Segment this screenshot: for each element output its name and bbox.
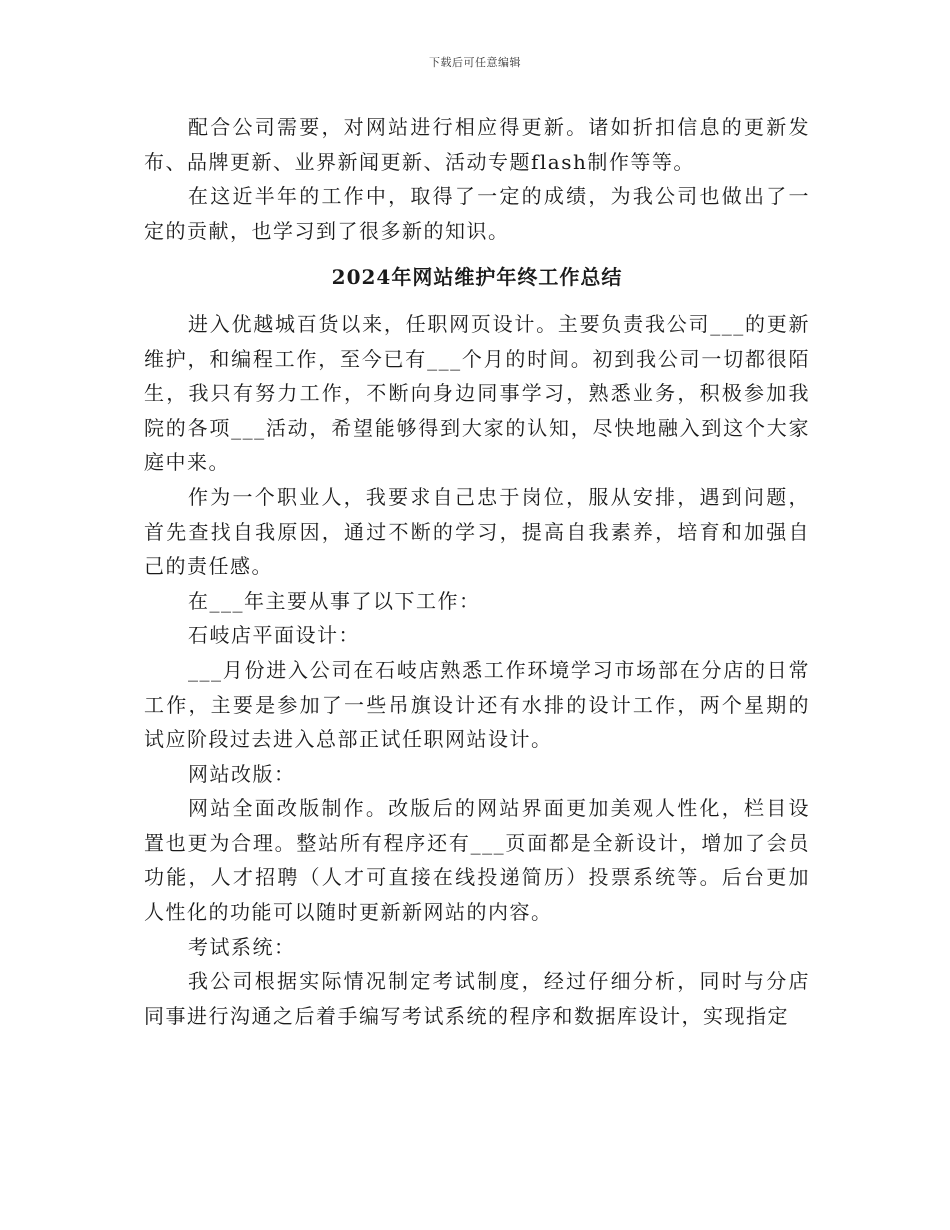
header-note: 下载后可任意编辑 (429, 56, 521, 69)
subheading: 考试系统： (188, 934, 296, 959)
paragraph: 我公司根据实际情况制定考试制度，经过仔细分析，同时与分店同事进行沟通之后着手编写考试系统的程序和数据库设计，实现指定 (144, 969, 810, 1028)
paragraph: 网站全面改版制作。改版后的网站界面更加美观人性化，栏目设置也更为合理。整站所有程序还有___页面都是全新设计，增加了会员功能，人才招聘（人才可直接在线投递简历）投票系统等。后台更加人性化的功能可以随时更新新网站的内容。 (144, 796, 810, 925)
paragraph: 配合公司需要，对网站进行相应得更新。诸如折扣信息的更新发布、品牌更新、业界新闻更新、活动专题flash制作等等。 (144, 115, 810, 174)
subheading: 石岐店平面设计： (188, 623, 360, 648)
paragraph: 进入优越城百货以来，任职网页设计。主要负责我公司___的更新维护，和编程工作，至今已有___个月的时间。初到我公司一切都很陌生，我只有努力工作，不断向身边同事学习，熟悉业务，积极参加我院的各项___活动，希望能够得到大家的认知，尽快地融入到这个大家庭中来。 (144, 311, 810, 475)
paragraph: 作为一个职业人，我要求自己忠于岗位，服从安排，遇到问题，首先查找自我原因，通过不断的学习，提高自我素养，培育和加强自己的责任感。 (144, 484, 810, 579)
paragraph: ___月份进入公司在石岐店熟悉工作环境学习市场部在分店的日常工作，主要是参加了一些吊旗设计还有水排的设计工作，两个星期的试应阶段过去进入总部正试任职网站设计。 (144, 657, 810, 752)
document-body (144, 110, 810, 1033)
section-title: 2024年网站维护年终工作总结 (331, 265, 623, 290)
subheading: 网站改版： (188, 761, 296, 786)
paragraph: 在这近半年的工作中，取得了一定的成绩，为我公司也做出了一定的贡献，也学习到了很多新的知识。 (144, 184, 810, 243)
paragraph: 在___年主要从事了以下工作： (188, 588, 481, 613)
